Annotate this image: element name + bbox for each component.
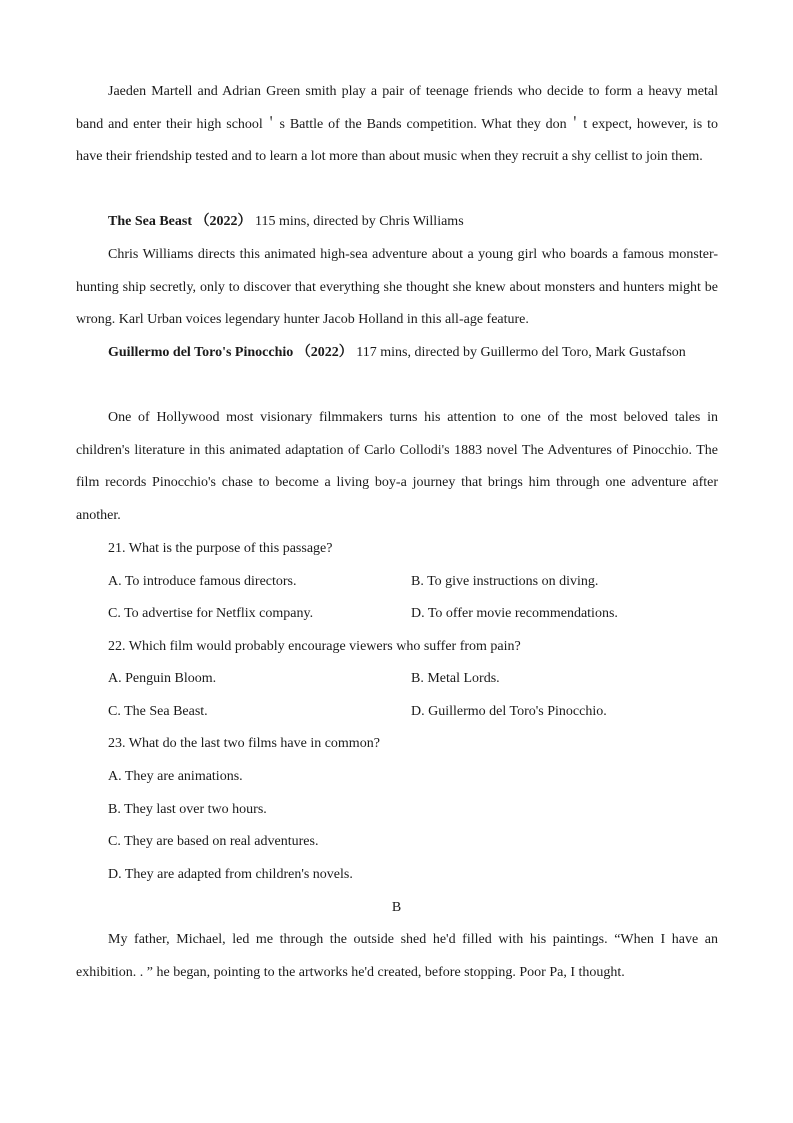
- question-23-option-d[interactable]: D. They are adapted from children's novels.: [108, 867, 353, 882]
- question-23-stem: 23. What do the last two films have in common?: [108, 736, 380, 751]
- film-heading-sea-beast: [76, 206, 718, 239]
- question-22-option-b[interactable]: B. Metal Lords.: [411, 671, 500, 686]
- question-22-option-c[interactable]: C. The Sea Beast.: [108, 704, 208, 719]
- question-22-option-a[interactable]: A. Penguin Bloom.: [108, 671, 217, 686]
- section-b-heading: B: [391, 900, 402, 915]
- question-22-stem: 22. Which film would probably encourage viewers who suffer from pain?: [108, 639, 521, 654]
- passage-b-first-paragraph: My father, Michael, led me through the outside shed he'd filled with his paintings. “When I have an exhibition. . ” he began, pointing to the artworks he'd created, before stopping. Poor Pa, I thought.: [76, 932, 718, 980]
- question-21-option-a[interactable]: A. To introduce famous directors.: [108, 574, 297, 589]
- film-description-pinocchio: One of Hollywood most visionary filmmakers turns his attention to one of the most beloved tales in children's literature in this animated adaptation of Carlo Collodi's 1883 novel The Adventures of Pinocchio. The film records Pinocchio's chase to become a living boy-a journey that brings him through one adventure after another.: [76, 410, 718, 523]
- film-title-sea-beast: The Sea Beast （2022）: [108, 214, 252, 229]
- question-21-option-b[interactable]: B. To give instructions on diving.: [411, 574, 599, 589]
- film-title-pinocchio: Guillermo del Toro's Pinocchio （2022）: [108, 345, 353, 360]
- film-heading-pinocchio: [76, 337, 718, 370]
- film-description-sea-beast: Chris Williams directs this animated high-sea adventure about a young girl who boards a famous monster-hunting ship secretly, only to discover that everything she thought she knew about monsters and hunters might be wrong. Karl Urban voices legendary hunter Jacob Holland in this all-age feature.: [76, 247, 718, 327]
- question-23-option-a[interactable]: A. They are animations.: [108, 769, 243, 784]
- film-meta-sea-beast: 115 mins, directed by Chris Williams: [251, 214, 464, 229]
- question-21-option-d[interactable]: D. To offer movie recommendations.: [411, 606, 618, 621]
- question-22-option-d[interactable]: D. Guillermo del Toro's Pinocchio.: [411, 704, 607, 719]
- question-21-stem: 21. What is the purpose of this passage?: [108, 541, 333, 556]
- question-21-option-c[interactable]: C. To advertise for Netflix company.: [108, 606, 314, 621]
- intro-paragraph: Jaeden Martell and Adrian Green smith play a pair of teenage friends who decide to form a heavy metal band and enter their high school＇s Battle of the Bands competition. What they don＇t expect, however, is to have their friendship tested and to learn a lot more than about music when they recruit a shy cellist to join them.: [76, 84, 718, 164]
- film-meta-pinocchio: 117 mins, directed by Guillermo del Toro, Mark Gustafson: [352, 345, 686, 360]
- question-23-option-b[interactable]: B. They last over two hours.: [108, 802, 267, 817]
- question-23-option-c[interactable]: C. They are based on real adventures.: [108, 834, 319, 849]
